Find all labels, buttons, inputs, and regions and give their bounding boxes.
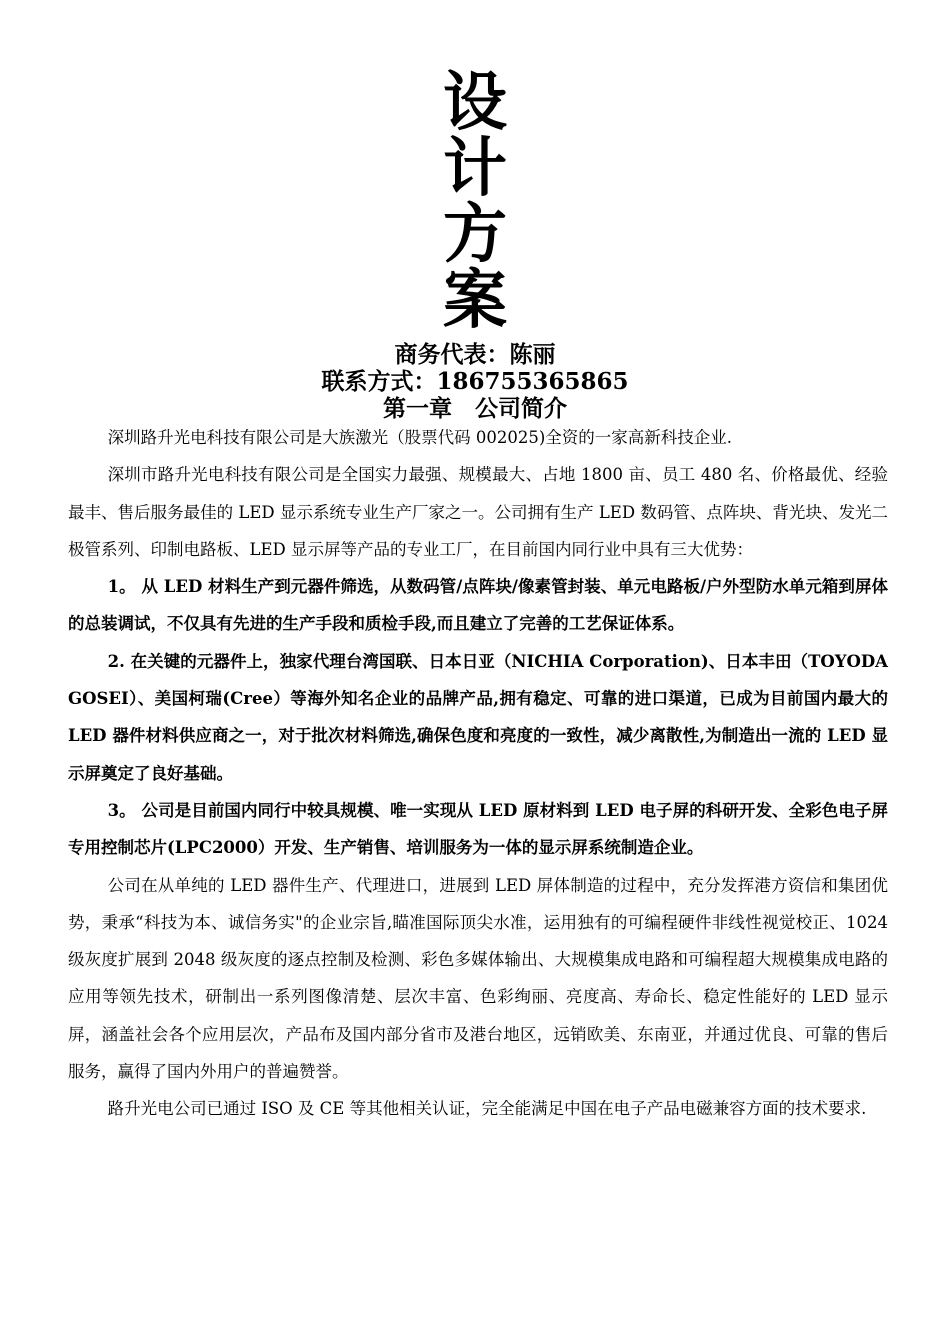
paragraph-bold: 1。 从 LED 材料生产到元器件筛选，从数码管/点阵块/像素管封装、单元电路板/户外型防水单元箱到屏体的总装调试，不仅具有先进的生产手段和质检手段,而且建立了完善的工艺保证体系。	[68, 577, 888, 634]
paragraph: 深圳市路升光电科技有限公司是全国实力最强、规模最大、占地 1800 亩、员工 480 名、价格最优、经验最丰、售后服务最佳的 LED 显示系统专业生产厂家之一。公司拥有生产 LED 数码管、点阵块、背光块、发光二极管系列、印制电路板、LED 显示屏等产品的专业工厂，在目前国内同行业中具有三大优势：	[68, 465, 888, 559]
chapter-heading: 第一章 公司简介	[383, 395, 567, 422]
title-char: 设	[443, 66, 507, 140]
title-char: 方	[443, 198, 507, 272]
document-title	[410, 66, 540, 338]
contact-line: 联系方式：186755365865	[321, 368, 629, 395]
title-char: 计	[443, 132, 507, 206]
paragraph-bold: 2. 在关键的元器件上，独家代理台湾国联、日本日亚（NICHIA Corporation)、日本丰田（TOYODA GOSEI）、美国柯瑞(Cree）等海外知名企业的品牌产品,拥有稳定、可靠的进口渠道，已成为目前国内最大的 LED 器件材料供应商之一，对于批次材料筛选,确保色度和亮度的一致性，减少离散性,为制造出一流的 LED 显示屏奠定了良好基础。	[68, 651, 888, 783]
paragraph-bold: 3。 公司是目前国内同行中较具规模、唯一实现从 LED 原材料到 LED 电子屏的科研开发、全彩色电子屏专用控制芯片(LPC2000）开发、生产销售、培训服务为一体的显示屏系统制造企业。	[68, 800, 888, 858]
paragraph: 公司在从单纯的 LED 器件生产、代理进口，进展到 LED 屏体制造的过程中，充分发挥港方资信和集团优势，秉承“科技为本、诚信务实"的企业宗旨,瞄准国际顶尖水准，运用独有的可编程硬件非线性视觉校正、1024 级灰度扩展到 2048 级灰度的逐点控制及检测、彩色多媒体输出、大规模集成电路和可编程超大规模集成电路的应用等领先技术，研制出一系列图像清楚、层次丰富、色彩绚丽、亮度高、寿命长、稳定性能好的 LED 显示屏，涵盖社会各个应用层次，产品布及国内部分省市及港台地区，远销欧美、东南亚，并通过优良、可靠的售后服务，赢得了国内外用户的普遍赞誉。	[68, 875, 888, 1082]
paragraph: 深圳路升光电科技有限公司是大族激光（股票代码 002025)全资的一家高新科技企业.	[107, 428, 733, 447]
title-char: 案	[443, 264, 507, 338]
paragraph: 路升光电公司已通过 ISO 及 CE 等其他相关认证，完全能满足中国在电子产品电磁兼容方面的技术要求.	[107, 1099, 867, 1119]
body-text	[68, 419, 888, 1128]
representative-line: 商务代表：陈丽	[394, 341, 556, 368]
